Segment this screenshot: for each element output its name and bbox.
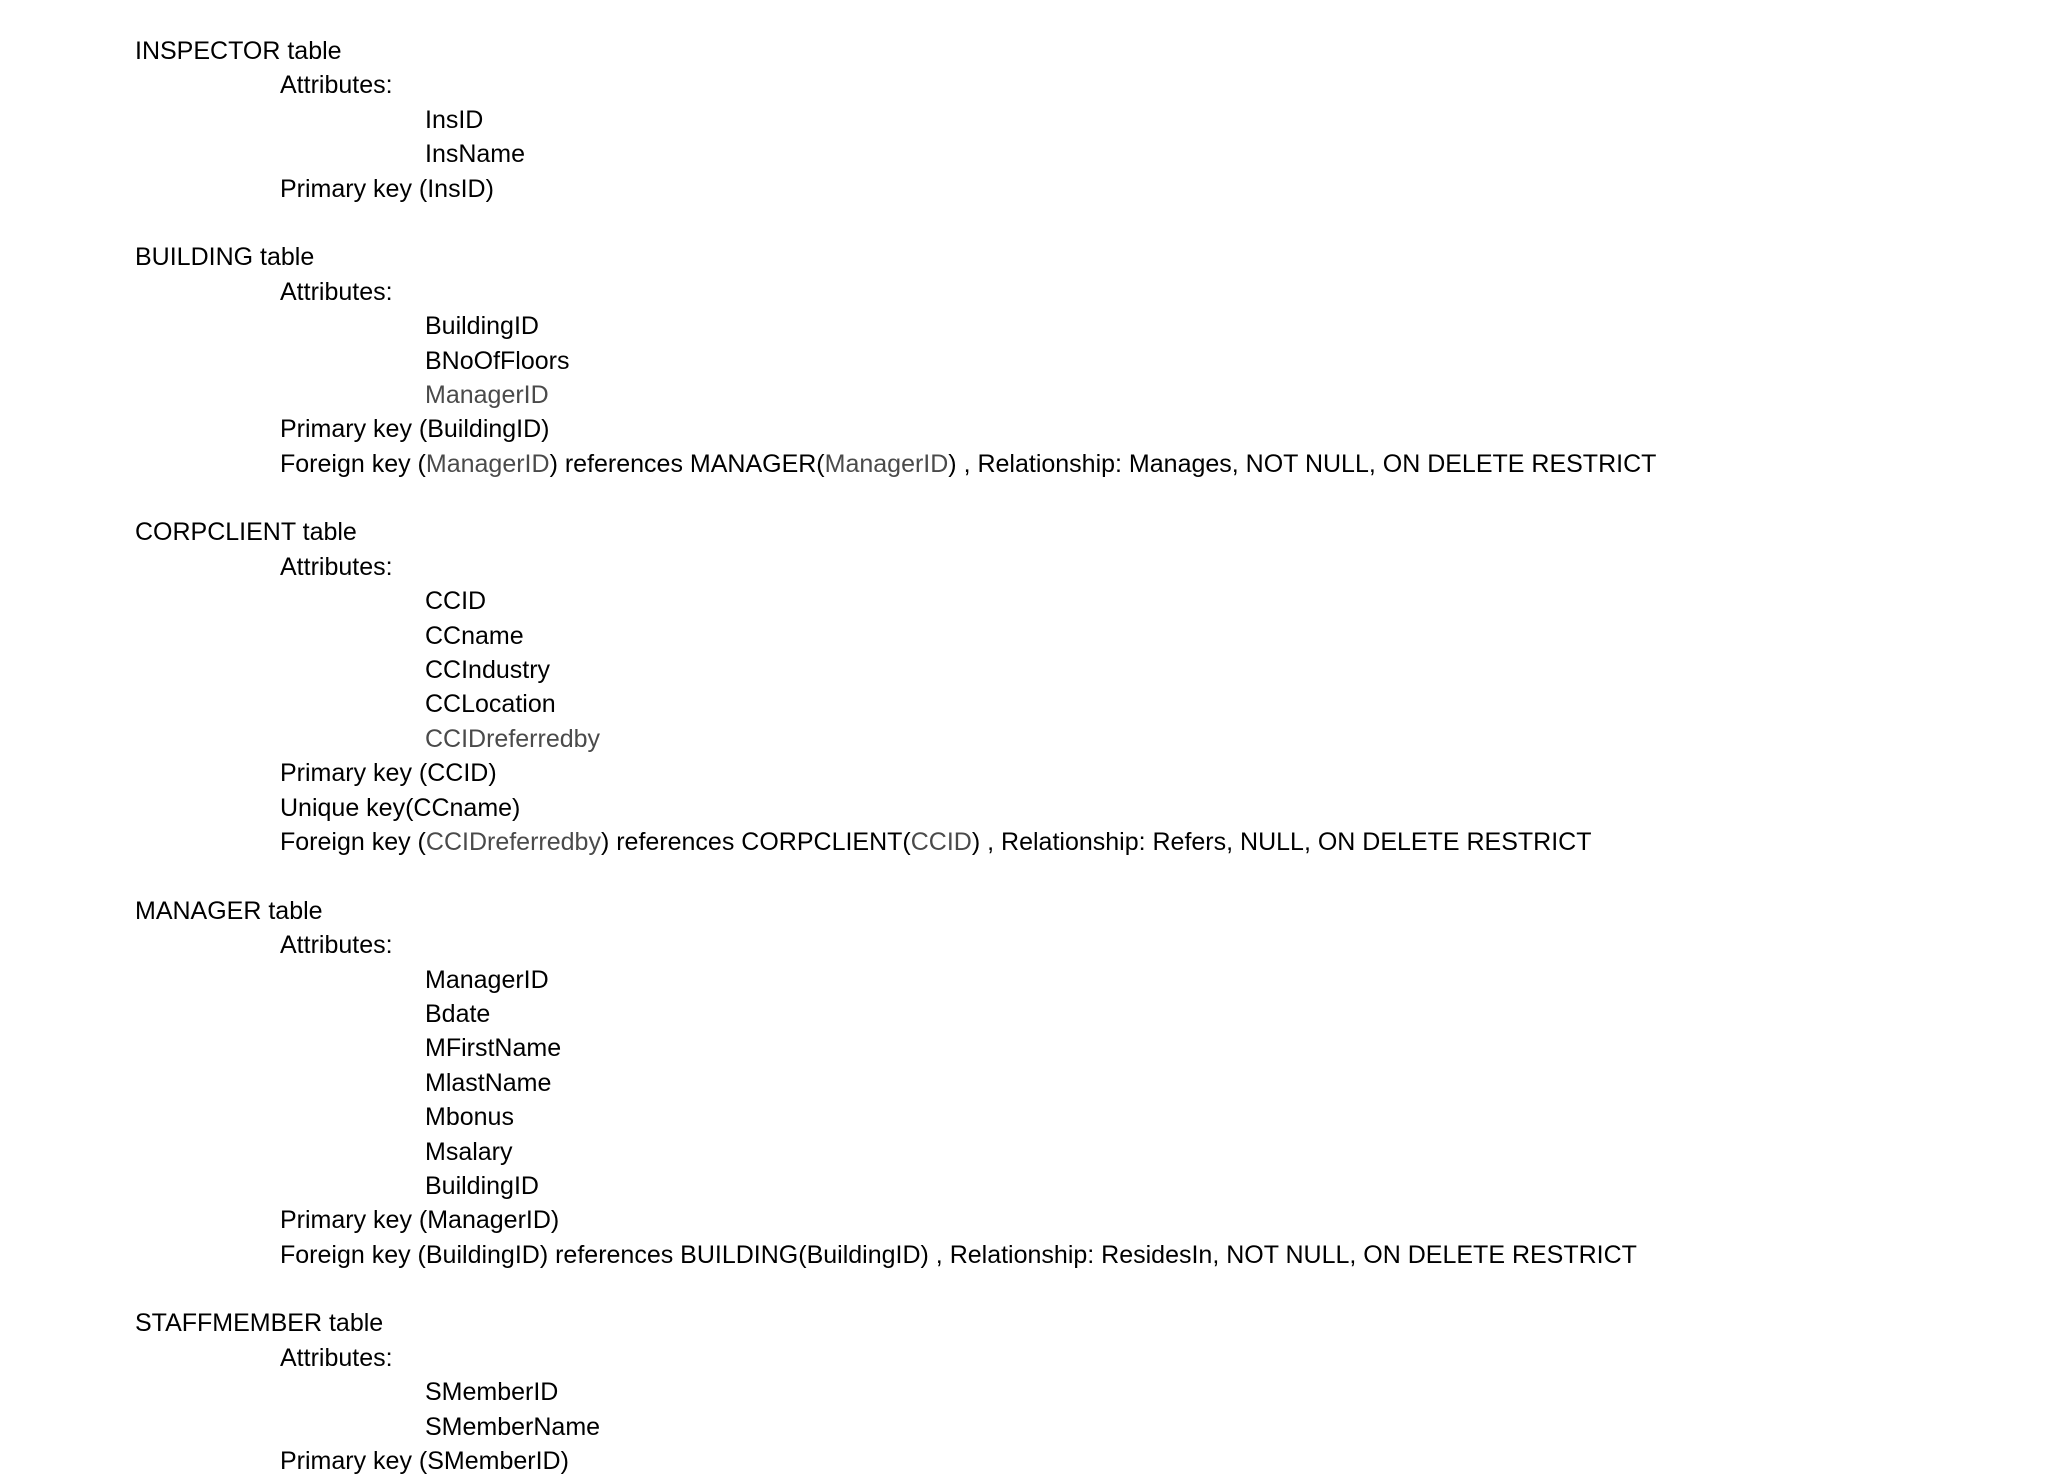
attribute-item: Bdate	[425, 999, 491, 1028]
table-section	[0, 240, 2068, 481]
attributes-label: Attributes:	[280, 931, 393, 960]
attribute-item: CCLocation	[425, 690, 556, 719]
attribute-item: CCID	[425, 587, 487, 616]
blank-line	[0, 859, 2068, 893]
constraint-line	[0, 412, 2068, 446]
constraint-text: ) references MANAGER(	[549, 449, 825, 478]
constraint-text: Foreign key (	[280, 827, 426, 856]
table-title: INSPECTOR table	[135, 37, 342, 65]
attribute-item: InsName	[425, 140, 526, 169]
schema-document	[0, 34, 2068, 1478]
column-reference: CCID	[910, 827, 972, 856]
attribute-item: SMemberID	[425, 1378, 559, 1407]
constraint-text: Unique key(CCname)	[280, 793, 521, 822]
attribute-item: MlastName	[425, 1068, 552, 1097]
constraint-line	[0, 172, 2068, 206]
column-reference: CCIDreferredby	[425, 827, 601, 856]
attribute-item: ManagerID	[425, 380, 549, 409]
column-reference: ManagerID	[824, 449, 949, 478]
constraint-text: ) references CORPCLIENT(	[600, 827, 911, 856]
table-section	[0, 894, 2068, 1272]
attribute-item: BuildingID	[425, 1171, 539, 1200]
attributes-label: Attributes:	[280, 1343, 393, 1372]
attribute-item: BNoOfFloors	[425, 346, 570, 375]
table-section	[0, 515, 2068, 859]
table-title: BUILDING table	[135, 243, 315, 272]
constraint-text: ) , Relationship: Refers, NULL, ON DELETE RESTRICT	[971, 827, 1592, 856]
table-section	[0, 34, 2068, 206]
constraint-text: Primary key (BuildingID)	[280, 415, 550, 444]
constraint-line	[0, 447, 2068, 481]
attributes-label: Attributes:	[280, 277, 393, 306]
attribute-item: SMemberName	[425, 1412, 601, 1441]
constraint-text: ) , Relationship: Manages, NOT NULL, ON DELETE RESTRICT	[948, 449, 1657, 478]
attribute-item: Mbonus	[425, 1103, 514, 1132]
constraint-line	[0, 1238, 2068, 1272]
constraint-text: Primary key (ManagerID)	[280, 1206, 560, 1235]
table-title: STAFFMEMBER table	[135, 1309, 384, 1338]
blank-line	[0, 481, 2068, 515]
constraint-text: Foreign key (	[280, 449, 426, 478]
attribute-item: Msalary	[425, 1137, 513, 1166]
constraint-line	[0, 756, 2068, 790]
constraint-text: Primary key (SMemberID)	[280, 1447, 569, 1476]
constraint-line	[0, 825, 2068, 859]
blank-line	[0, 206, 2068, 240]
constraint-line	[0, 791, 2068, 825]
attribute-item: MFirstName	[425, 1034, 562, 1063]
constraint-text: Primary key (InsID)	[280, 174, 494, 203]
attribute-item: CCIDreferredby	[425, 724, 601, 753]
constraint-line	[0, 1444, 2068, 1478]
constraint-text: Primary key (CCID)	[280, 759, 497, 788]
column-reference: ManagerID	[425, 449, 550, 478]
blank-line	[0, 1272, 2068, 1306]
constraint-text: Foreign key (BuildingID) references BUILDING(BuildingID) , Relationship: ResidesIn, NOT NULL, ON DELETE RESTRICT	[280, 1240, 1637, 1269]
constraint-line	[0, 1203, 2068, 1237]
attributes-label: Attributes:	[280, 71, 393, 100]
attribute-item: CCname	[425, 621, 524, 650]
attribute-item: BuildingID	[425, 312, 539, 341]
attribute-item: InsID	[425, 105, 484, 134]
attribute-item: CCIndustry	[425, 656, 551, 685]
attribute-item: ManagerID	[425, 965, 549, 994]
table-title: MANAGER table	[135, 896, 323, 925]
attributes-label: Attributes:	[280, 552, 393, 581]
table-section	[0, 1306, 2068, 1478]
table-title: CORPCLIENT table	[135, 518, 357, 547]
